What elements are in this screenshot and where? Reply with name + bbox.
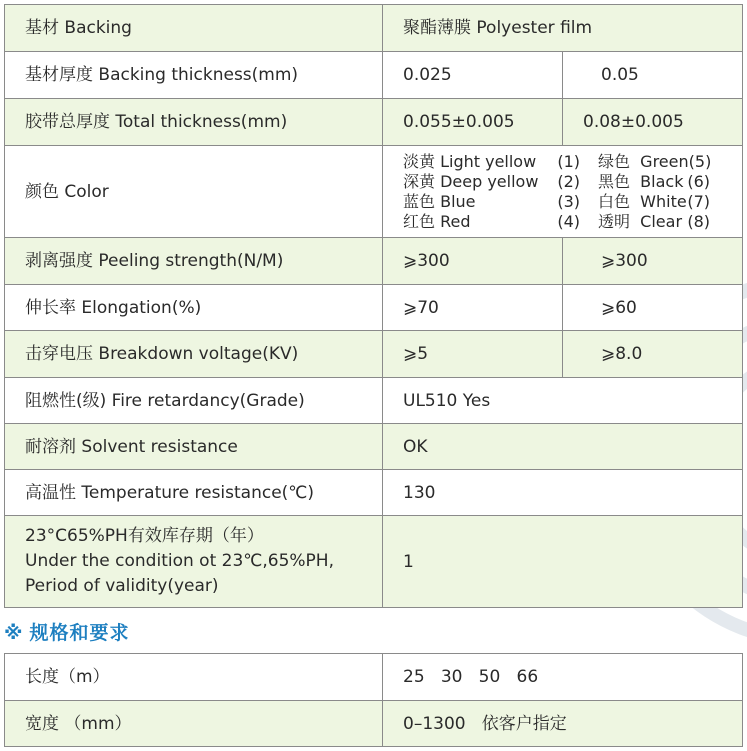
- validity-label: [5, 516, 383, 608]
- row-total-thickness: [5, 99, 743, 146]
- breakdown-label: 击穿电压 Breakdown voltage(KV): [5, 331, 383, 378]
- spec-table: [4, 4, 743, 608]
- length-value: 25 30 50 66: [383, 654, 743, 701]
- color-option: 黑色 Black (6): [598, 171, 710, 191]
- temperature-value: 130: [383, 470, 743, 516]
- length-label: 长度（m）: [5, 654, 383, 701]
- color-option: 红色 Red (4): [403, 211, 580, 231]
- elongation-value-1: ⩾70: [383, 285, 563, 331]
- validity-value: 1: [383, 516, 743, 608]
- solvent-label: 耐溶剂 Solvent resistance: [5, 424, 383, 470]
- peeling-value-1: ⩾300: [383, 238, 563, 285]
- width-label: 宽度 （mm）: [5, 701, 383, 747]
- size-table: [4, 653, 743, 747]
- backing-thickness-value-1: 0.025: [383, 52, 563, 99]
- elongation-value-2: ⩾60: [563, 285, 743, 331]
- total-thickness-value-1: 0.055±0.005: [383, 99, 563, 146]
- width-value: 0–1300 依客户指定: [383, 701, 743, 747]
- total-thickness-label: 胶带总厚度 Total thickness(mm): [5, 99, 383, 146]
- row-fire: [5, 378, 743, 424]
- validity-label-line1: 23°C65%PH有效库存期（年）: [25, 526, 264, 546]
- validity-label-line2: Under the condition ot 23℃,65%PH,: [25, 551, 334, 571]
- row-backing: [5, 5, 743, 52]
- backing-value: 聚酯薄膜 Polyester film: [383, 5, 743, 52]
- color-option: 白色 White (7): [598, 191, 710, 211]
- peeling-value-2: ⩾300: [563, 238, 743, 285]
- color-options: [383, 146, 743, 238]
- row-breakdown: [5, 331, 743, 378]
- color-option: 绿色 Green (5): [598, 151, 712, 171]
- backing-thickness-label: 基材厚度 Backing thickness(mm): [5, 52, 383, 99]
- section-title: [4, 618, 130, 645]
- solvent-value: OK: [383, 424, 743, 470]
- row-peeling: [5, 238, 743, 285]
- row-elongation: [5, 285, 743, 331]
- backing-label: 基材 Backing: [5, 5, 383, 52]
- color-option: 蓝色 Blue (3): [403, 191, 580, 211]
- color-option: 淡黄 Light yellow (1): [403, 151, 580, 171]
- row-length: [5, 654, 743, 701]
- color-option: 透明 Clear (8): [598, 211, 710, 231]
- fire-value: UL510 Yes: [383, 378, 743, 424]
- row-temperature: [5, 470, 743, 516]
- reference-mark-icon: ※: [4, 622, 24, 644]
- color-option: 深黄 Deep yellow (2): [403, 171, 580, 191]
- row-backing-thickness: [5, 52, 743, 99]
- validity-label-line3: Period of validity(year): [25, 576, 219, 596]
- breakdown-value-1: ⩾5: [383, 331, 563, 378]
- breakdown-value-2: ⩾8.0: [563, 331, 743, 378]
- fire-label: 阻燃性(级) Fire retardancy(Grade): [5, 378, 383, 424]
- row-validity: [5, 516, 743, 608]
- row-width: [5, 701, 743, 747]
- row-color: [5, 146, 743, 238]
- row-solvent: [5, 424, 743, 470]
- temperature-label: 高温性 Temperature resistance(℃): [5, 470, 383, 516]
- elongation-label: 伸长率 Elongation(%): [5, 285, 383, 331]
- color-label: 颜色 Color: [5, 146, 383, 238]
- backing-thickness-value-2: 0.05: [563, 52, 743, 99]
- peeling-label: 剥离强度 Peeling strength(N/M): [5, 238, 383, 285]
- total-thickness-value-2: 0.08±0.005: [563, 99, 743, 146]
- section-title-text: 规格和要求: [29, 622, 130, 644]
